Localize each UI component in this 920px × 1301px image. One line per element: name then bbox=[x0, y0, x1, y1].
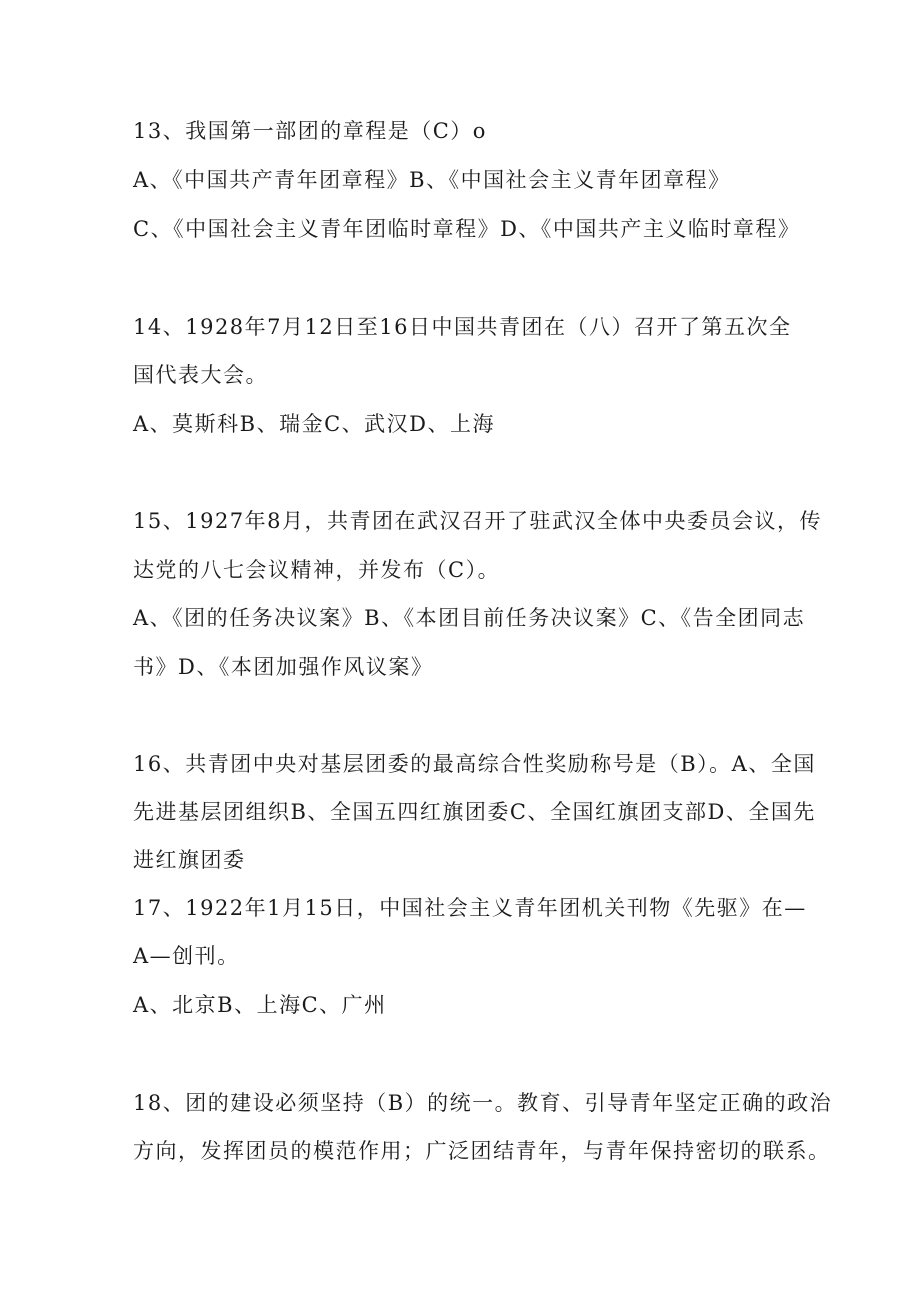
question-stem: 15、1927年8月，共青团在武汉召开了驻武汉全体中央委员会议，传 bbox=[133, 509, 823, 533]
question-stem: 国代表大会。 bbox=[133, 363, 268, 387]
question-text: 16、共青团中央对基层团委的最高综合性奖励称号是（B）。A、全国 bbox=[133, 752, 816, 776]
question-text: 先进基层团组织B、全国五四红旗团委C、全国红旗团支部D、全国先 bbox=[133, 800, 816, 824]
question-text: 方向，发挥团员的模范作用；广泛团结青年，与青年保持密切的联系。 bbox=[133, 1139, 831, 1163]
question-options: A、《中国共产青年团章程》B、《中国社会主义青年团章程》 bbox=[133, 168, 731, 192]
question-text: 18、团的建设必须坚持（B）的统一。教育、引导青年坚定正确的政治 bbox=[133, 1091, 833, 1115]
question-options: A、莫斯科B、瑞金C、武汉D、上海 bbox=[133, 412, 496, 436]
question-stem: 达党的八七会议精神，并发布（C）。 bbox=[133, 558, 501, 582]
question-options: A、《团的任务决议案》B、《本团目前任务决议案》C、《告全团同志 bbox=[133, 606, 806, 630]
question-stem: 13、我国第一部团的章程是（C）o bbox=[133, 119, 487, 143]
question-options: A、北京B、上海C、广州 bbox=[133, 993, 387, 1017]
question-stem: 14、1928年7月12日至16日中国共青团在（八）召开了第五次全 bbox=[133, 315, 792, 339]
question-text: 进红旗团委 bbox=[133, 848, 246, 872]
question-stem: A—创刊。 bbox=[133, 944, 240, 968]
question-options: C、《中国社会主义青年团临时章程》D、《中国共产主义临时章程》 bbox=[133, 217, 801, 241]
question-stem: 17、1922年1月15日，中国社会主义青年团机关刊物《先驱》在— bbox=[133, 896, 807, 920]
question-options: 书》D、《本团加强作风议案》 bbox=[133, 655, 434, 679]
